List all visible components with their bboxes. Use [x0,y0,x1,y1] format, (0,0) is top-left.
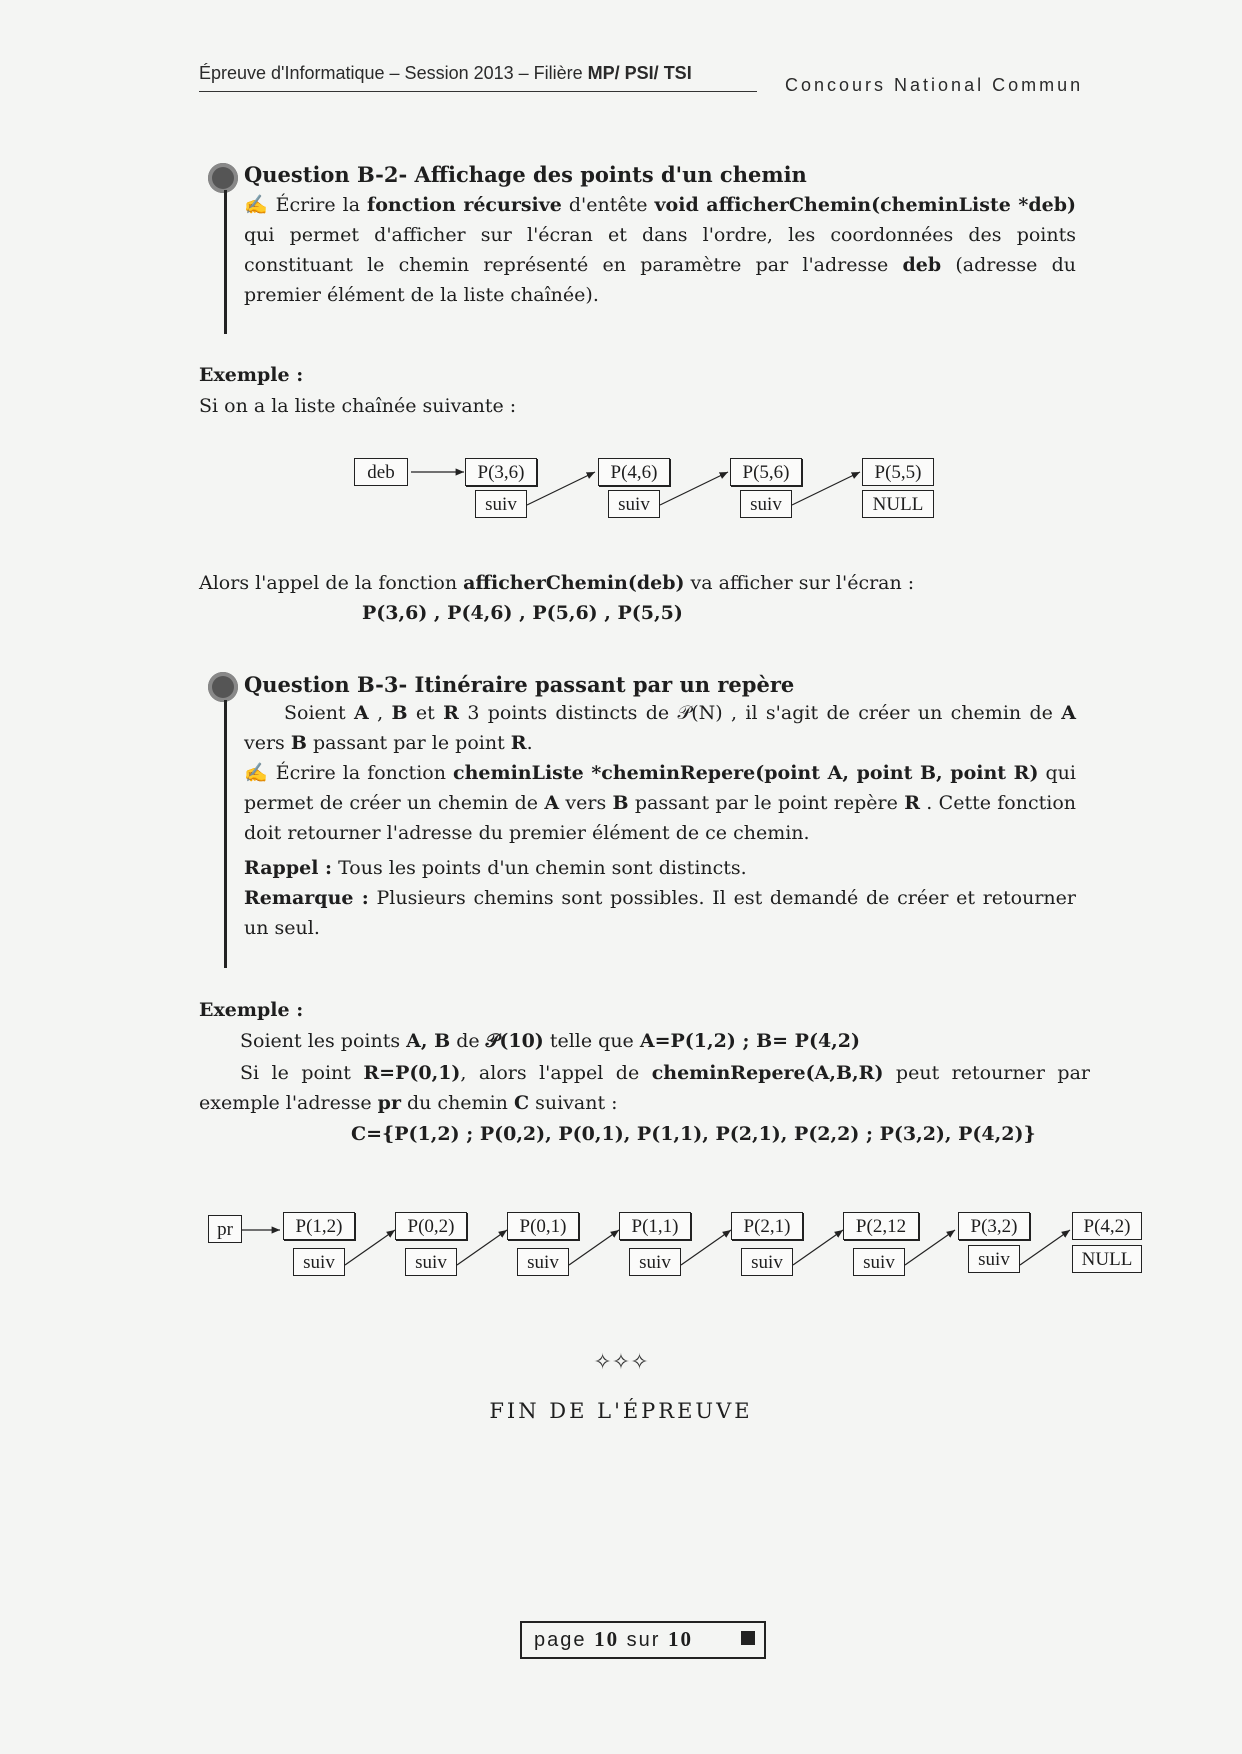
pen-icon: ✍ [244,762,269,784]
example-2-call: Si le point R=P(0,1), alors l'appel de cheminRepere(A,B,R) peut retourner par exemple l'adresse pr du chemin C suivant : [199,1062,1090,1114]
example-1-label: Exemple : [199,364,304,386]
head-pointer-pr: pr [208,1215,242,1243]
link-arrow [527,472,595,505]
example-2-points: Soient les points A, B de 𝒫(10) telle que A=P(1,2) ; B= P(4,2) [240,1030,860,1052]
list-node-value: P(4,2) [1072,1212,1142,1240]
page-end-square-icon [741,1631,755,1645]
question-b3-statement: ✍ Écrire la fonction cheminListe *cheminRepere(point A, point B, point R) qui permet de créer un chemin de A vers B passant par le point repère R . Cette fonction doit retourner l'adresse du premier élément de ce chemin. [244,762,1077,844]
example-1-output: P(3,6) , P(4,6) , P(5,6) , P(5,5) [362,602,683,624]
list-node-value: P(0,1) [507,1212,579,1240]
list-node-value: P(5,5) [862,458,934,486]
end-ornament: ✧✧✧ [593,1350,649,1375]
page-number: page 10 sur 10 [534,1627,693,1651]
list-node-link: suiv [293,1248,345,1276]
question-side-bar [224,700,227,968]
list-node-link: suiv [475,490,527,518]
example-2-path-set: C={P(1,2) ; P(0,2), P(0,1), P(1,1), P(2,1), P(2,2) ; P(3,2), P(4,2)} [351,1123,1036,1145]
header-exam-title: Épreuve d'Informatique – Session 2013 – Filière MP/ PSI/ TSI [199,63,692,83]
list-node-value: P(0,2) [395,1212,467,1240]
question-b2-title: Question B-2- Affichage des points d'un chemin [244,162,807,187]
link-arrow [792,472,860,505]
question-b3-rappel: Rappel : Tous les points d'un chemin sont distincts. [244,857,747,879]
list-node-value: P(1,2) [283,1212,355,1240]
example-1-call: Alors l'appel de la fonction afficherChemin(deb) va afficher sur l'écran : [199,572,915,594]
list-node-value: P(2,1) [731,1212,803,1240]
list-node-link: suiv [608,490,660,518]
link-arrow [660,472,728,505]
list-node-link: NULL [1072,1245,1142,1273]
end-of-exam-text: FIN DE L'ÉPREUVE [489,1399,753,1423]
question-b3-title: Question B-3- Itinéraire passant par un repère [244,672,795,697]
list-node-link: suiv [968,1245,1020,1273]
list-node-value: P(3,6) [465,458,537,486]
list-node-value: P(3,2) [958,1212,1030,1240]
head-pointer-deb: deb [354,458,408,486]
question-b3-remarque: Remarque : Plusieurs chemins sont possibles. Il est demandé de créer et retourner un seul. [244,887,1076,939]
list-node-link: suiv [405,1248,457,1276]
list-node-value: P(1,1) [619,1212,691,1240]
example-2-label: Exemple : [199,999,304,1021]
list-node-value: P(2,12 [843,1212,919,1240]
question-b3-context: Soient A , B et R 3 points distincts de 𝒫(N) , il s'agit de créer un chemin de A vers B passant par le point R. [244,702,1076,754]
pen-icon: ✍ [244,194,269,216]
list-node-link: NULL [862,490,934,518]
list-node-value: P(4,6) [598,458,670,486]
list-node-link: suiv [517,1248,569,1276]
list-node-value: P(5,6) [730,458,802,486]
question-badge-icon [208,672,238,702]
header-contest-name: Concours National Commun [785,75,1084,95]
question-b2-statement: ✍ Écrire la fonction récursive d'entête void afficherChemin(cheminListe *deb) qui permet d'afficher sur l'écran et dans l'ordre, les coordonnées des points constituant le chemin représenté en paramètre par l'adresse deb (adresse du premier élément de la liste chaînée). [244,194,1077,306]
list-node-link: suiv [853,1248,905,1276]
list-node-link: suiv [740,490,792,518]
list-node-link: suiv [741,1248,793,1276]
list-node-link: suiv [629,1248,681,1276]
example-1-intro: Si on a la liste chaînée suivante : [199,395,517,417]
